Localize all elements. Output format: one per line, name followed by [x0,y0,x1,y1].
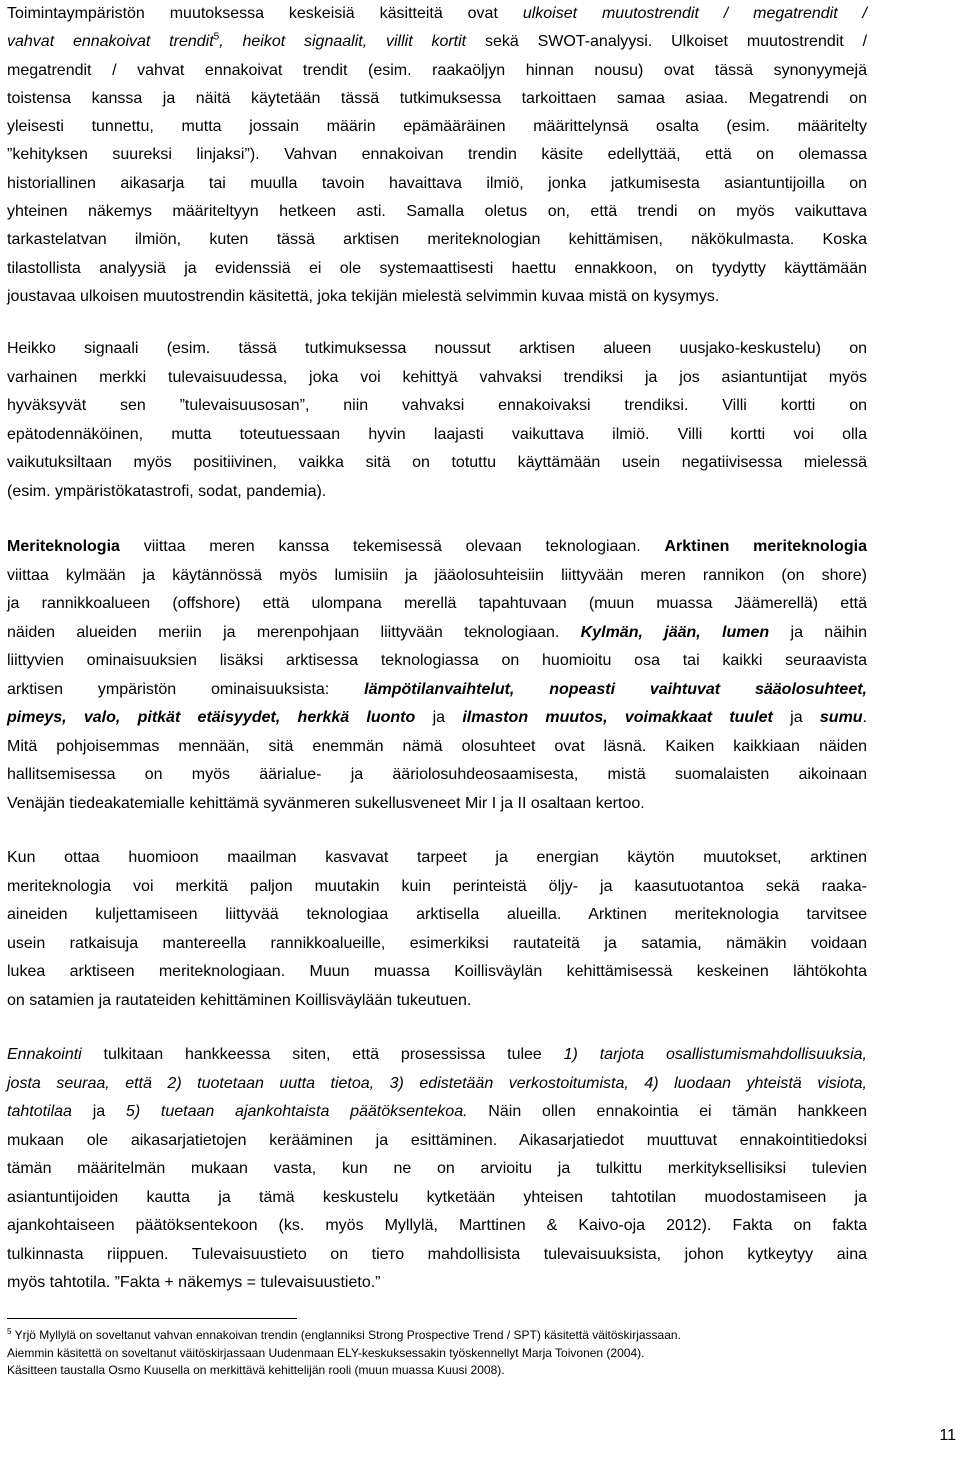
bold-italic-term: lämpötilanvaihtelut, nopeasti vaihtuvat sääolosuhteet, [364,680,867,698]
text-line: hyväksyvät sen ”tulevaisuusosan”, niin vahvaksi ennakoivaksi trendiksi. Villi kortti on [7,397,867,414]
text-line: tulkinnasta riippuen. Tulevaisuustieto on tiето mahdollisista tulevaisuuksista, johon kytkeytyy aina [7,1245,867,1263]
text-line: megatrendit / vahvat ennakoivat trendit (esim. raakaöljyn hinnan nousu) ovat tässä synonyymejä [7,61,867,79]
text-span: ja [772,709,820,726]
text-span: arktisen ympäristön ominaisuuksista: [7,680,365,698]
footnote-line: Käsitteen taustalla Osmo Kuusella on merkittävä kehittelijän rooli (muun muassa Kuusi 2008). [7,1363,505,1377]
footnote-line: Aiemmin käsitettä on soveltanut väitöskirjassaan Uudenmaan ELY-keskuksessakin työskennellyt Marja Toivonen (2004). [7,1345,645,1360]
text-line: varhainen merkki tulevaisuudessa, joka voi kehittyä vahvaksi trendiksi ja jos asiantuntijat myös [7,368,867,386]
text-line: (esim. ympäristökatastrofi, sodat, pandemia). [7,482,327,500]
text-span: Toimintaympäristön muutoksessa keskeisiä käsitteitä ovat [7,5,523,22]
footnote [7,1327,907,1380]
text-span: Yrjö Myllylä on soveltanut vahvan ennakoivan trendin (englanniksi Strong Prospective Trend / SPT) käsitettä väitöskirjassaan. [11,1328,681,1342]
italic-term: ulkoiset muutostrendit / megatrendit / [522,5,867,22]
bold-term: Arktinen meriteknologia [664,538,867,555]
text-line: tämän määritelmän mukaan vasta, kun ne on arvioitu ja tulkittu merkityksellisiksi tulevien [7,1160,867,1177]
text-span: ja [415,709,463,726]
text-span: tulkitaan hankkeessa siten, että prosessissa tulee [81,1046,564,1063]
text-line: vaikutuksiltaan myös positiivinen, vaikka sitä on totuttu käyttämään usein negatiivisessa mielessä [7,454,867,471]
paragraph-weak-signals [7,335,867,506]
text-line: yleisesti tunnettu, mutta jossain määrin epämääräinen määrittelynsä osalta (esim. määritelty [7,118,867,136]
bold-term: Meriteknologia [7,538,120,555]
text-span: Näin ollen ennakointia ei tämän hankkeen [467,1103,868,1120]
paragraph-foresight [7,1041,867,1298]
footnote-marker: 5 [7,1327,12,1336]
text-line [7,1098,867,1127]
text-line: liittyvien ominaisuuksien lisäksi arktisessa teknologiassa on huomioitu osa tai kaikki seuraavista [7,652,867,669]
text-line: hallitsemisessa on myös äärialue- ja ääriolosuhdeosaamisesta, mistä suomalaisten aikoinaan [7,766,867,783]
text-line: Kun ottaa huomioon maailman kasvavat tarpeet ja energian käytön muutokset, arktinen [7,849,867,866]
text-line: asiantuntijoiden kautta ja tämä keskustelu kytketään yhteisen tahtotilan muodostamiseen ja [7,1188,867,1206]
text-line [7,1070,867,1099]
text-span: . [862,709,868,726]
text-line: Venäjän tiedeakatemialle kehittämä syvänmeren sukellusveneet Mir I ja II osaltaan kertoo. [7,794,645,812]
footnote-marker[interactable]: 5 [213,31,220,43]
italic-term: 1) tarjota osallistumismahdollisuuksia, [563,1046,867,1063]
text-span: sekä SWOT-analyysi. Ulkoiset muutostrendit / [466,33,868,51]
text-line: mukaan ole aikasarjatietojen kerääminen ja esittäminen. Aikasarjatiedot muuttuvat ennakointitiedoksi [7,1131,867,1149]
paragraph-trends [7,0,867,311]
italic-term: , heikot signaalit, villit kortit [219,33,467,51]
italic-term: Ennakointi [7,1046,82,1063]
text-line: Mitä pohjoisemmas mennään, sitä enemmän nämä olosuhteet ovat läsnä. Kaiken kaikkiaan näiden [7,737,867,755]
text-line: aineiden kuljettamiseen liittyvää teknologiaa arktisella alueilla. Arktinen meriteknologia tarvitsee [7,906,867,923]
text-line [7,533,867,562]
text-line: toistensa kanssa ja näitä käytetään tässä tutkimuksessa tarkoittaen samaa asiaa. Megatrendi on [7,89,867,107]
text-line: yhteinen näkemys määriteltyyn hetkeen asti. Samalla oletus on, että trendi on myös vaikuttava [7,203,867,221]
text-line [7,704,867,733]
paragraph-energy-needs [7,844,867,1015]
text-span: ja [71,1103,126,1120]
text-line: historiallinen aikasarja tai muulla tavoin havaittava ilmiö, jonka jatkumisesta asiantuntijoilla on [7,174,867,192]
text-line: ajankohtaiseen päätöksentekoon (ks. myös Myllylä, Marttinen & Kaivo-oja 2012). Fakta on fakta [7,1217,867,1234]
bold-italic-term: sumu [819,709,863,726]
footnote-line [7,1327,907,1345]
bold-italic-term: Kylmän, jään, lumen [580,623,770,641]
text-line [7,1041,867,1070]
text-span: ja näihin [769,623,868,641]
paragraph-marine-technology [7,533,867,818]
text-line: Heikko signaali (esim. tässä tutkimuksessa noussut arktisen alueen uusjako-keskustelu) on [7,340,867,357]
text-line: epätodennäköinen, mutta toteutuessaan hyvin laajasti vaikuttava ilmiö. Villi kortti voi olla [7,425,867,443]
footnote-divider [7,1318,297,1319]
text-line: myös tahtotila. ”Fakta + näkemys = tulevaisuustieto.” [7,1274,381,1291]
text-line: ”kehityksen suureksi linjaksi”). Vahvan ennakoivan trendin käsite edellyttää, että on olemassa [7,146,867,164]
page-number: 11 [939,1427,956,1444]
italic-term: 5) tuetaan ajankohtaista päätöksentekoa. [125,1103,468,1120]
text-span: näiden alueiden meriin ja merenpohjaan liittyvään teknologiaan. [7,623,581,641]
text-line [7,676,867,705]
text-line: joustavaa ulkoisen muutostrendin käsitettä, joka tekijän mielestä selvimmin kuvaa mistä on kysymys. [7,287,720,305]
text-line [7,28,867,56]
italic-term: josta seuraa, että 2) tuotetaan uutta tietoa, 3) edistetään verkostoitumista, 4) luodaan yhteistä visiota, [7,1074,867,1092]
text-line: viittaa kylmään ja käytännössä myös lumisiin ja jääolosuhteisiin liittyvään meren rannikon (on shore) [7,566,867,584]
text-line: ja rannikkoalueen (offshore) että ulompana merellä tapahtuvaan (muun muassa Jäämerellä) että [7,595,867,612]
italic-term: vahvat ennakoivat trendit [7,33,214,51]
text-line: tilastollista analyysiä ja evidenssiä ei ole systemaattisesti haettu ennakkoon, on tyydytty käyttämään [7,259,867,277]
bold-italic-term: ilmaston muutos, voimakkaat tuulet [462,709,773,726]
text-line [7,619,867,648]
text-line: usein ratkaisuja mantereella rannikkoalueille, esimerkiksi rautateitä ja satamia, nämäkin voidaan [7,934,867,952]
text-line: tarkastelatvan ilmiön, kuten tässä arktisen meriteknologian kehittämisen, näkökulmasta. Koska [7,231,867,249]
text-line: lukea arktiseen meriteknologiaan. Muun muassa Koillisväylän kehittämisessä keskeinen lähtökohta [7,963,867,980]
bold-italic-term: pimeys, valo, pitkät etäisyydet, herkkä luonto [7,709,416,726]
text-line: meriteknologia voi merkitä paljon muutakin kuin perinteistä öljy- ja kaasutuotantoa sekä raaka- [7,877,867,895]
text-line: on satamien ja rautateiden kehittäminen Koillisväylään tukeutuen. [7,991,472,1009]
italic-term: tahtotilaa [7,1103,72,1120]
text-line [7,0,867,28]
text-span: viittaa meren kanssa tekemisessä olevaan teknologiaan. [119,538,665,555]
